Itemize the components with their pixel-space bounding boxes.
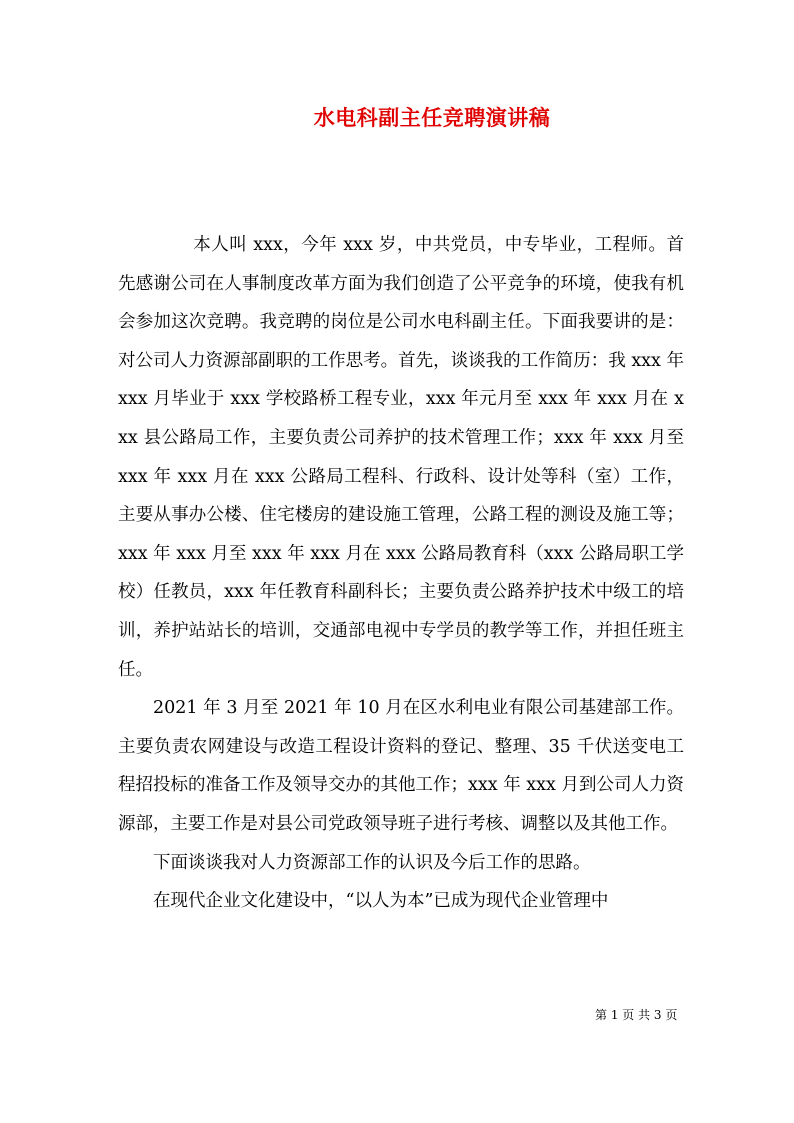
paragraph-intro: 本人叫 xxx，今年 xxx 岁，中共党员，中专毕业，工程师。首先感谢公司在人事制度改革方面为我们创造了公平竞争的环境，使我有机会参加这次竞聘。我竞聘的岗位是公司水电科副主任。下面我要讲的是：对公司人力资源部副职的工作思考。首先，谈谈我的工作简历：我 xxx 年 xxx 月毕业于 xxx 学校路桥工程专业，xxx 年元月至 xxx 年 xxx 月在 xxx 县公路局工作，主要负责公司养护的技术管理工作；xxx 年 xxx 月至 xxx 年 xxx 月在 xxx 公路局工程科、行政科、设计处等科（室）工作，主要从事办公楼、住宅楼房的建设施工管理，公路工程的测设及施工等；xxx 年 xxx 月至 xxx 年 xxx 月在 xxx 公路局教育科（xxx 公路局职工学校）任教员，xxx 年任教育科副科长；主要负责公路养护技术中级工的培训，养护站站长的培训，交通部电视中专学员的教学等工作，并担任班主任。 [118, 235, 684, 680]
paragraph-work-history: 2021 年 3 月至 2021 年 10 月在区水利电业有限公司基建部工作。主要负责农网建设与改造工程设计资料的登记、整理、35 千伏送变电工程招投标的准备工作及领导交办的其他工作；xxx 年 xxx 月到公司人力资源部，主要工作是对县公司党政领导班子进行考核、调整以及其他工作。 [118, 698, 684, 834]
document-title: 水电科副主任竞聘演讲稿 [313, 105, 551, 130]
page-footer: 第 1 页 共 3 页 [595, 1008, 678, 1022]
document-body [118, 226, 684, 921]
paragraph-transition: 下面谈谈我对人力资源部工作的认识及今后工作的思路。 [153, 852, 591, 873]
paragraph-culture: 在现代企业文化建设中，“以人为本”已成为现代企业管理中 [153, 891, 609, 912]
